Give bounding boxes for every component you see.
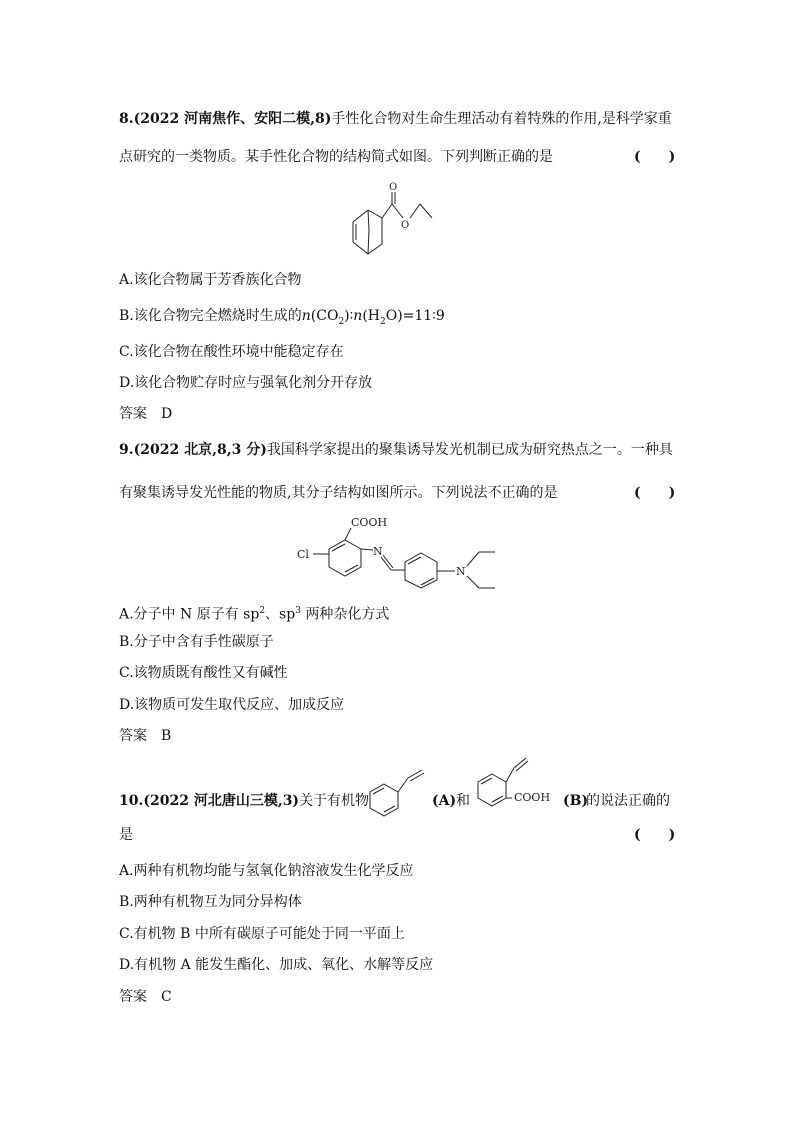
q9-answer: 答案 B	[119, 728, 172, 744]
q10-b-ring	[478, 774, 506, 806]
q10-stem-line1	[119, 792, 369, 810]
q10-answer: 答案 C	[119, 989, 172, 1005]
q9-struct-cl: Cl	[297, 548, 309, 561]
q8-answer: 答案 D	[119, 406, 173, 422]
q8-option-b-sub2: 2	[379, 316, 386, 327]
q8-option-b-n1: n	[301, 308, 311, 324]
q8-option-b-text: B.该化合物完全燃烧时生成的	[119, 308, 302, 324]
q9-stem-text1: 我国科学家提出的聚集诱导发光机制已成为研究热点之一。一种具	[266, 442, 673, 458]
q8-option-b-ratio: )∶	[344, 308, 354, 324]
q8-source: (2022 河南焦作、安阳二模,8)	[133, 111, 332, 127]
q10-b-vinyl-1	[506, 768, 514, 782]
q10-option-d: D.有机物 A 能发生酯化、加成、氧化、水解等反应	[119, 957, 434, 973]
q9-bond-n1	[361, 549, 373, 550]
q10-label-b: (B)	[563, 793, 589, 809]
q8-structure-diagram	[340, 178, 440, 268]
q8-option-a: A.该化合物属于芳香族化合物	[119, 272, 302, 288]
q10-option-b: B.两种有机物互为同分异构体	[119, 894, 302, 910]
q8-stem-line2: 点研究的一类物质。某手性化合物的结构简式如图。下列判断正确的是	[119, 149, 553, 165]
q9-option-a-text: A.分子中 N 原子有 sp	[119, 606, 260, 623]
q10-a-vinyl-2	[408, 770, 422, 778]
q9-stem-line1	[119, 441, 673, 459]
q8-bridge-a	[368, 210, 369, 230]
q9-struct-n1: N	[373, 545, 383, 558]
q8-stem-line1	[119, 110, 672, 128]
q8-bond-o	[392, 204, 403, 218]
q9-ethyl-2a	[467, 576, 479, 588]
q8-option-b-end: O)=11∶9	[385, 308, 445, 324]
q10-a-vinyl-1	[398, 778, 408, 792]
q9-ring-2	[405, 553, 437, 588]
q9-option-d: D.该物质可发生取代反应、加成反应	[119, 697, 345, 713]
q9-option-b: B.分子中含有手性碳原子	[119, 634, 274, 650]
q8-option-d: D.该化合物贮存时应与强氧化剂分开存放	[119, 375, 373, 391]
q8-option-c: C.该化合物在酸性环境中能稳定存在	[119, 344, 344, 360]
q10-stem-pre: 关于有机物	[299, 793, 370, 809]
q8-bond-carbonyl-c	[382, 204, 392, 218]
q10-structure-a	[366, 762, 430, 822]
q9-struct-n2: N	[456, 565, 466, 578]
q9-source: (2022 北京,8,3 分)	[133, 442, 267, 458]
q10-struct-cooh: COOH	[514, 791, 551, 804]
q8-option-b-n2: n	[353, 308, 363, 324]
q9-number: 9.	[119, 442, 134, 458]
q9-option-a-sup1: 2	[259, 606, 266, 616]
q9-ring-1	[329, 540, 361, 576]
q10-label-a: (A)	[432, 793, 457, 809]
q10-option-a: A.两种有机物均能与氢氧化钠溶液发生化学反应	[119, 863, 414, 879]
q8-bond-ethyl-2	[420, 204, 432, 218]
q8-answer-bracket: ( )	[634, 149, 676, 165]
q9-structure-diagram	[295, 512, 515, 592]
q10-structure-b	[474, 752, 564, 812]
q9-bond-cooh	[345, 528, 351, 540]
q8-struct-o-ester: O	[401, 220, 410, 231]
q9-option-c: C.该物质既有酸性又有碱性	[119, 665, 288, 681]
q8-number: 8.	[119, 111, 134, 127]
q8-option-b	[119, 307, 445, 331]
q8-struct-o-carbonyl: O	[389, 182, 398, 193]
q10-source: (2022 河北唐山三模,3)	[143, 793, 300, 809]
q8-option-b-sub1: 2	[338, 316, 345, 327]
q10-conj: 和	[456, 793, 470, 809]
q9-ethyl-1a	[467, 552, 479, 566]
q8-option-b-co2: (CO	[310, 308, 339, 324]
q8-ring-outer	[353, 210, 382, 254]
q10-a-ring	[370, 784, 398, 816]
q10-b-vinyl-3	[516, 761, 528, 771]
q8-stem-text1: 手性化合物对生命生理活动有着特殊的作用,是科学家重	[331, 111, 672, 127]
q10-stem-post: 的说法正确的	[586, 793, 670, 809]
q10-answer-bracket: ( )	[634, 827, 676, 843]
q10-b-vinyl-2	[514, 758, 526, 768]
q9-struct-cooh: COOH	[351, 516, 388, 529]
q9-option-a-end: 两种杂化方式	[300, 606, 390, 623]
q10-option-c: C.有机物 B 中所有碳原子可能处于同一平面上	[119, 926, 405, 942]
q10-number: 10.	[119, 793, 144, 809]
q9-stem-line2: 有聚集诱导发光性能的物质,其分子结构如图所示。下列说法不正确的是	[119, 485, 558, 501]
q9-option-a-mid: 、sp	[265, 606, 296, 623]
q10-stem-line2: 是	[119, 827, 133, 843]
q9-option-a	[119, 602, 389, 624]
q9-option-a-sup2: 3	[295, 606, 301, 616]
q8-option-b-h2o: (H	[362, 308, 380, 324]
q9-answer-bracket: ( )	[634, 485, 676, 501]
q10-a-vinyl-3	[410, 773, 424, 781]
q8-bond-ethyl-1	[410, 204, 420, 218]
q8-bridge-b	[368, 230, 369, 254]
